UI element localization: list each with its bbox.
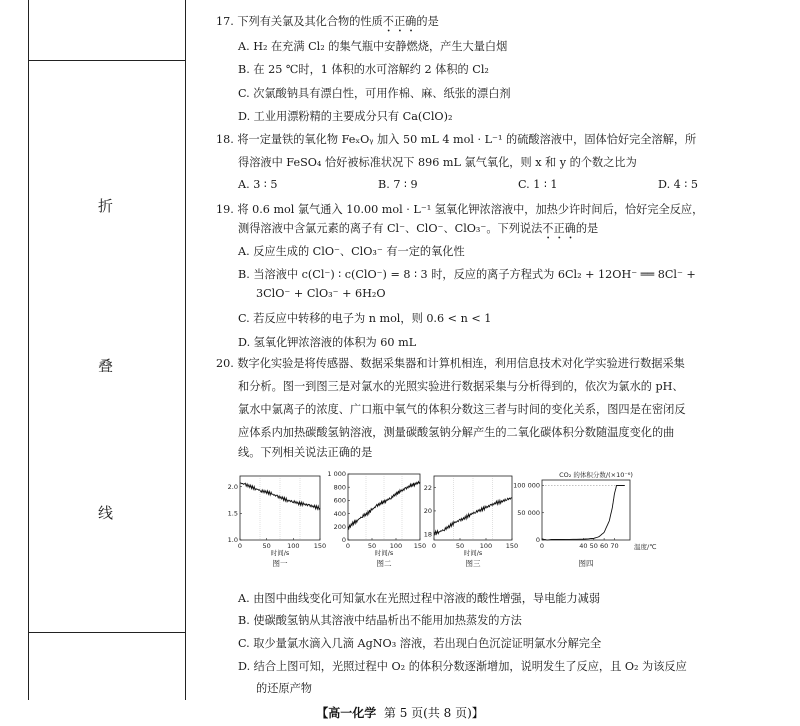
q20-stem-line3: 氯水中氯离子的浓度、广口瓶中氧气的体积分数这三者与时间的变化关系，图四是在密闭反 — [238, 403, 686, 416]
margin-label-fold: 折 — [98, 197, 114, 215]
chart-2-xtick-label: 150 — [413, 542, 427, 550]
chart-2-xlabel: 时间/s — [374, 549, 394, 557]
q20-option-d-line1: D. 结合上图可知，光照过程中 O₂ 的体积分数逐渐增加，说明发生了反应，且 O₂ 为该反应 — [238, 660, 687, 673]
q18-stem-line1: 18. 将一定量铁的氧化物 FeₓOᵧ 加入 50 mL 4 mol · L⁻¹ 的硫酸溶液中，固体恰好完全溶解，所 — [216, 133, 697, 146]
chart-2-ytick-label: 600 — [333, 496, 346, 505]
chart-1-xlabel: 时间/s — [270, 549, 290, 557]
chart-4-caption: CO₂ 的体积分数/(×10⁻⁶) — [559, 471, 633, 479]
q17-option-b: B. 在 25 ℃时，1 体积的水可溶解约 2 体积的 Cl₂ — [238, 63, 489, 76]
q19-option-b-line1: B. 当溶液中 c(Cl⁻) ∶ c(ClO⁻) = 8 ∶ 3 时，反应的离子方程式为 6Cl₂ + 12OH⁻ ══ 8Cl⁻ + — [238, 268, 696, 281]
chart-2-xtick-label: 0 — [345, 542, 351, 550]
chart-1-ytick-label: 1.5 — [227, 509, 238, 518]
chart-2-ytick-label: 0 — [341, 536, 346, 545]
chart-4-ytick-label: 0 — [535, 536, 540, 545]
chart-4-xtick-label: 40 — [579, 542, 588, 550]
q18-option-b: B. 7 ∶ 9 — [378, 178, 418, 191]
q19-stem-part1: 测得溶液中含氯元素的离子有 Cl⁻、ClO⁻、ClO₃⁻。下列说法 — [238, 222, 543, 235]
q17-stem-part3: 的是 — [416, 15, 439, 28]
q20-stem-line2: 和分析。图一到图三是对氯水的光照实验进行数据采集与分析得到的，依次为氯水的 pH、 — [238, 380, 684, 393]
q17-option-c: C. 次氯酸钠具有漂白性，可用作棉、麻、纸张的漂白剂 — [238, 87, 511, 100]
chart-4-ytick-label: 100 000 — [513, 481, 540, 490]
q20-stem-line1: 20. 数字化实验是将传感器、数据采集器和计算机相连，利用信息技术对化学实验进行数据采集 — [216, 357, 685, 370]
chart-3-xtick-label: 50 — [455, 542, 465, 550]
q17-stem — [216, 13, 439, 35]
margin-label-line: 线 — [98, 504, 114, 522]
chart-4-title: 图四 — [578, 559, 594, 568]
q18-stem-line2: 得溶液中 FeSO₄ 恰好被标准状况下 896 mL 氯气氧化，则 x 和 y 的个数之比为 — [238, 156, 637, 169]
q19-stem-line1: 19. 将 0.6 mol 氯气通入 10.00 mol · L⁻¹ 氢氧化钾浓溶液中，加热少许时间后，恰好完全反应， — [216, 203, 704, 216]
q20-stem-line5: 线。下列相关说法正确的是 — [238, 446, 373, 459]
q17-stem-emphasis: 不正确 — [382, 15, 417, 28]
chart-4-xtick-label: 0 — [539, 542, 545, 550]
q19-stem-emphasis: 不正确 — [542, 222, 576, 235]
page-footer — [0, 704, 800, 721]
chart-1-xtick-label: 50 — [262, 542, 271, 550]
chart-4-frame — [542, 480, 630, 540]
q19-option-c: C. 若反应中转移的电子为 n mol，则 0.6 < n < 1 — [238, 312, 492, 325]
q17-option-d: D. 工业用漂粉精的主要成分只有 Ca(ClO)₂ — [238, 110, 453, 123]
chart-3-xtick-label: 0 — [431, 542, 437, 550]
chart-3-ytick-label: 18 — [423, 530, 432, 539]
chart-1-ytick-label: 2.0 — [227, 482, 238, 491]
chart-1-ytick-label: 1.0 — [227, 536, 238, 545]
chart-2-ytick-label: 800 — [333, 483, 346, 492]
chart-1-xtick-label: 100 — [287, 542, 300, 550]
q19-stem-line2 — [238, 220, 598, 242]
q20-option-c: C. 取少量氯水滴入几滴 AgNO₃ 溶液，若出现白色沉淀证明氯水分解完全 — [238, 637, 602, 650]
chart-3-title: 图三 — [465, 559, 481, 568]
q17-option-a: A. H₂ 在充满 Cl₂ 的集气瓶中安静燃烧，产生大量白烟 — [238, 40, 508, 53]
q18-option-c: C. 1 ∶ 1 — [518, 178, 558, 191]
chart-2-ytick-label: 400 — [333, 509, 346, 518]
q18-option-a: A. 3 ∶ 5 — [238, 178, 278, 191]
figures-svg — [220, 466, 690, 578]
q19-option-d: D. 氢氧化钾浓溶液的体积为 60 mL — [238, 336, 417, 349]
margin-divider-top — [29, 60, 185, 61]
chart-2-xtick-label: 100 — [389, 542, 403, 550]
q18-option-d: D. 4 ∶ 5 — [658, 178, 698, 191]
q20-option-d-line2: 的还原产物 — [256, 682, 312, 695]
q19-option-a: A. 反应生成的 ClO⁻、ClO₃⁻ 有一定的氧化性 — [238, 245, 465, 258]
margin-label-stack: 叠 — [98, 357, 114, 375]
figures-row — [220, 466, 690, 578]
chart-2-ytick-label: 200 — [333, 523, 346, 531]
q19-stem-part3: 的是 — [575, 222, 599, 235]
margin-divider-bottom — [29, 632, 185, 633]
chart-4-series-line — [542, 486, 625, 541]
chart-4-ytick-label: 50 000 — [517, 508, 540, 517]
chart-3-xlabel: 时间/s — [463, 549, 483, 557]
chart-1-xtick-label: 0 — [237, 542, 243, 550]
chart-4-xtick-label: 70 — [610, 542, 619, 550]
footer-subject: 【高一化学 — [316, 706, 377, 720]
chart-3-xtick-label: 150 — [505, 542, 519, 550]
binding-margin — [28, 0, 186, 700]
chart-3-xtick-label: 100 — [479, 542, 493, 550]
chart-1-title: 图一 — [272, 559, 288, 568]
chart-2-ytick-label: 1 000 — [327, 470, 346, 479]
q18-options — [238, 178, 778, 191]
chart-1-xtick-label: 150 — [313, 542, 327, 550]
chart-4-xtick-label: 60 — [599, 542, 609, 550]
chart-2-title: 图二 — [376, 559, 392, 568]
footer-page: 第 5 页(共 8 页)】 — [383, 706, 484, 720]
chart-3-ytick-label: 22 — [423, 483, 432, 492]
chart-4-xlabel: 温度/℃ — [634, 543, 657, 551]
q20-stem-line4: 应体系内加热碳酸氢钠溶液，测量碳酸氢钠分解产生的二氧化碳体积分数随温度变化的曲 — [238, 426, 675, 439]
q19-option-b-line2: 3ClO⁻ + ClO₃⁻ + 6H₂O — [256, 287, 386, 300]
q20-option-a: A. 由图中曲线变化可知氯水在光照过程中溶液的酸性增强，导电能力减弱 — [238, 592, 601, 605]
q20-option-b: B. 使碳酸氢钠从其溶液中结晶析出不能用加热蒸发的方法 — [238, 614, 522, 627]
chart-3-ytick-label: 20 — [423, 507, 432, 516]
chart-4-xtick-label: 50 — [589, 542, 598, 550]
chart-2-xtick-label: 50 — [367, 542, 377, 550]
q17-stem-part1: 17. 下列有关氯及其化合物的性质 — [216, 15, 383, 28]
